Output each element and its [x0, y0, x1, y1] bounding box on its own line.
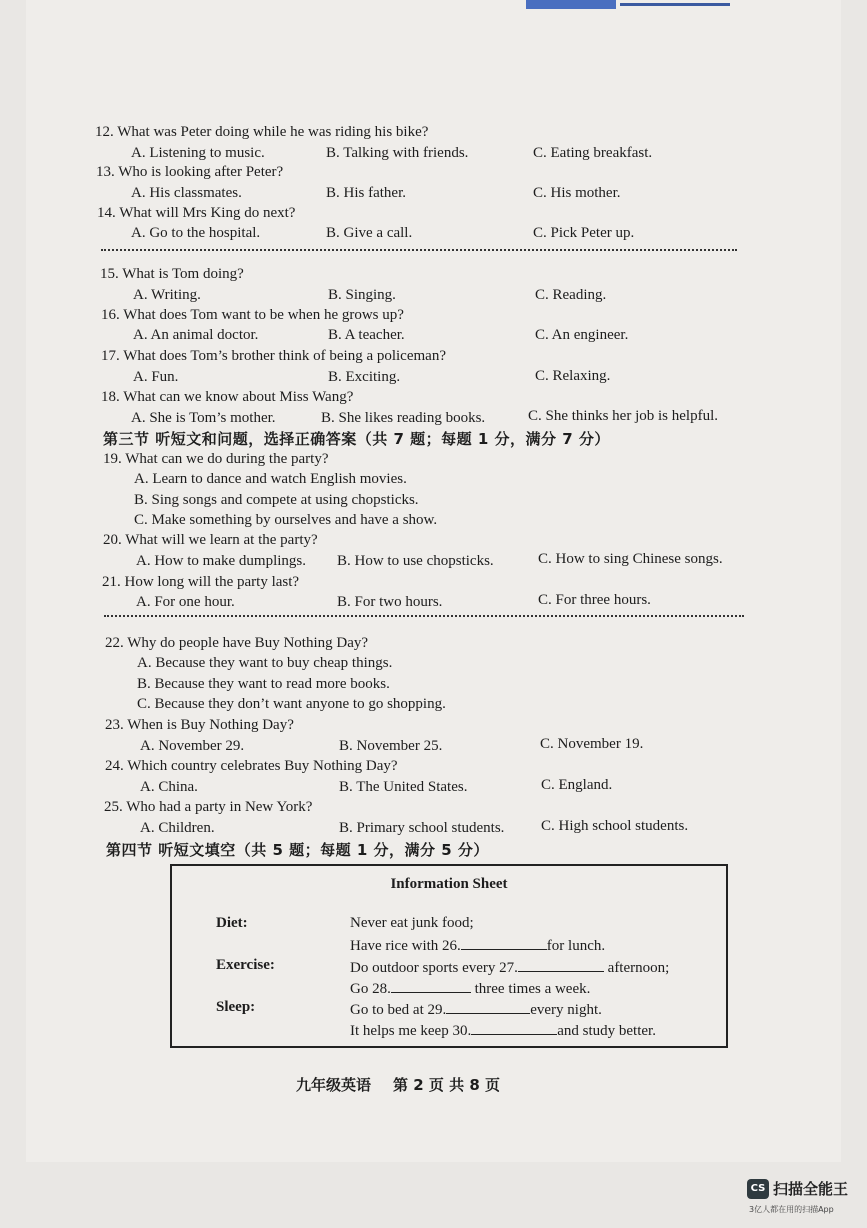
option-13a: A. His classmates.	[131, 185, 242, 201]
footer-page-number: 第 2 页 共 8 页	[393, 1076, 501, 1094]
option-24b: B. The United States.	[339, 779, 468, 795]
diet-line-2-suffix: for lunch.	[546, 938, 606, 954]
option-16c: C. An engineer.	[535, 327, 629, 343]
page-footer	[296, 1074, 522, 1095]
option-12c: C. Eating breakfast.	[533, 145, 653, 161]
option-15b: B. Singing.	[328, 287, 396, 303]
diet-line-1: Never eat junk food;	[350, 915, 474, 931]
watermark-app-name: 扫描全能王	[773, 1180, 849, 1198]
diet-label: Diet:	[216, 915, 248, 931]
diet-line-2	[350, 935, 605, 955]
exercise-line-2	[350, 978, 590, 998]
option-22a: A. Because they want to buy cheap things.	[137, 655, 393, 671]
question-13: 13. Who is looking after Peter?	[96, 164, 284, 180]
option-23c: C. November 19.	[540, 736, 644, 752]
option-21b: B. For two hours.	[337, 594, 443, 610]
option-13c: C. His mother.	[533, 185, 621, 201]
sleep-line-1-suffix: every night.	[530, 1002, 602, 1018]
option-24a: A. China.	[140, 779, 198, 795]
section-4-title: 第四节 听短文填空（共 5 题；每题 1 分，满分 5 分）	[106, 841, 489, 859]
scan-edge-mark	[620, 3, 730, 6]
option-20c: C. How to sing Chinese songs.	[538, 551, 723, 567]
question-14: 14. What will Mrs King do next?	[97, 205, 296, 221]
question-24: 24. Which country celebrates Buy Nothing Day?	[105, 758, 398, 774]
diet-line-2-prefix: Have rice with 26.	[350, 938, 461, 954]
option-15a: A. Writing.	[133, 287, 201, 303]
option-14c: C. Pick Peter up.	[533, 225, 635, 241]
sleep-line-1	[350, 999, 602, 1019]
option-14a: A. Go to the hospital.	[131, 225, 261, 241]
question-20: 20. What will we learn at the party?	[103, 532, 318, 548]
option-17c: C. Relaxing.	[535, 368, 611, 384]
sleep-line-2	[350, 1020, 656, 1040]
question-18: 18. What can we know about Miss Wang?	[101, 389, 354, 405]
blank-30[interactable]	[471, 1020, 557, 1035]
option-12a: A. Listening to music.	[131, 145, 265, 161]
blank-29[interactable]	[446, 999, 530, 1014]
question-15: 15. What is Tom doing?	[100, 266, 244, 282]
exercise-label: Exercise:	[216, 957, 275, 973]
option-13b: B. His father.	[326, 185, 406, 201]
option-17b: B. Exciting.	[328, 369, 401, 385]
option-22c: C. Because they don’t want anyone to go shopping.	[137, 696, 446, 712]
exercise-line-1-prefix: Do outdoor sports every 27.	[350, 960, 518, 976]
option-25b: B. Primary school students.	[339, 820, 505, 836]
option-12b: B. Talking with friends.	[326, 145, 469, 161]
footer-subject: 九年级英语	[296, 1076, 372, 1094]
option-25a: A. Children.	[140, 820, 215, 836]
blank-28[interactable]	[391, 978, 471, 993]
sleep-label: Sleep:	[216, 999, 256, 1015]
information-sheet	[170, 864, 728, 1048]
option-19c: C. Make something by ourselves and have a show.	[134, 512, 438, 528]
option-14b: B. Give a call.	[326, 225, 413, 241]
option-19b: B. Sing songs and compete at using chopsticks.	[134, 492, 419, 508]
question-16: 16. What does Tom want to be when he grows up?	[101, 307, 404, 323]
exercise-line-1	[350, 957, 669, 977]
option-16b: B. A teacher.	[328, 327, 405, 343]
option-23a: A. November 29.	[140, 738, 245, 754]
sleep-line-2-suffix: and study better.	[557, 1023, 656, 1039]
option-20b: B. How to use chopsticks.	[337, 553, 494, 569]
camscanner-logo-icon: CS	[747, 1179, 769, 1199]
blank-27[interactable]	[518, 957, 604, 972]
option-19a: A. Learn to dance and watch English movies.	[134, 471, 407, 487]
question-23: 23. When is Buy Nothing Day?	[105, 717, 294, 733]
exercise-line-2-prefix: Go 28.	[350, 981, 391, 997]
divider	[101, 249, 737, 251]
watermark-tagline: 3亿人都在用的扫描App	[749, 1205, 834, 1214]
option-18b: B. She likes reading books.	[321, 410, 486, 426]
exercise-line-2-suffix: three times a week.	[474, 981, 591, 997]
option-21a: A. For one hour.	[136, 594, 235, 610]
divider	[104, 615, 744, 617]
option-18a: A. She is Tom’s mother.	[131, 410, 276, 426]
question-17: 17. What does Tom’s brother think of being a policeman?	[101, 348, 446, 364]
option-23b: B. November 25.	[339, 738, 443, 754]
exercise-line-1-suffix: afternoon;	[607, 960, 670, 976]
scan-edge-mark	[526, 0, 616, 9]
section-3-title: 第三节 听短文和问题，选择正确答案（共 7 题；每题 1 分，满分 7 分）	[103, 430, 610, 448]
information-sheet-title: Information Sheet	[390, 876, 508, 892]
question-22: 22. Why do people have Buy Nothing Day?	[105, 635, 369, 651]
option-25c: C. High school students.	[541, 818, 689, 834]
option-21c: C. For three hours.	[538, 592, 651, 608]
question-19: 19. What can we do during the party?	[103, 451, 329, 467]
option-16a: A. An animal doctor.	[133, 327, 259, 343]
option-17a: A. Fun.	[133, 369, 179, 385]
blank-26[interactable]	[461, 935, 547, 950]
question-12: 12. What was Peter doing while he was riding his bike?	[95, 124, 429, 140]
option-22b: B. Because they want to read more books.	[137, 676, 390, 692]
sleep-line-2-prefix: It helps me keep 30.	[350, 1023, 472, 1039]
option-18c: C. She thinks her job is helpful.	[528, 408, 718, 424]
option-20a: A. How to make dumplings.	[136, 553, 306, 569]
sleep-line-1-prefix: Go to bed at 29.	[350, 1002, 447, 1018]
option-15c: C. Reading.	[535, 287, 607, 303]
question-21: 21. How long will the party last?	[102, 574, 300, 590]
question-25: 25. Who had a party in New York?	[104, 799, 313, 815]
camscanner-watermark	[747, 1178, 848, 1199]
option-24c: C. England.	[541, 777, 613, 793]
